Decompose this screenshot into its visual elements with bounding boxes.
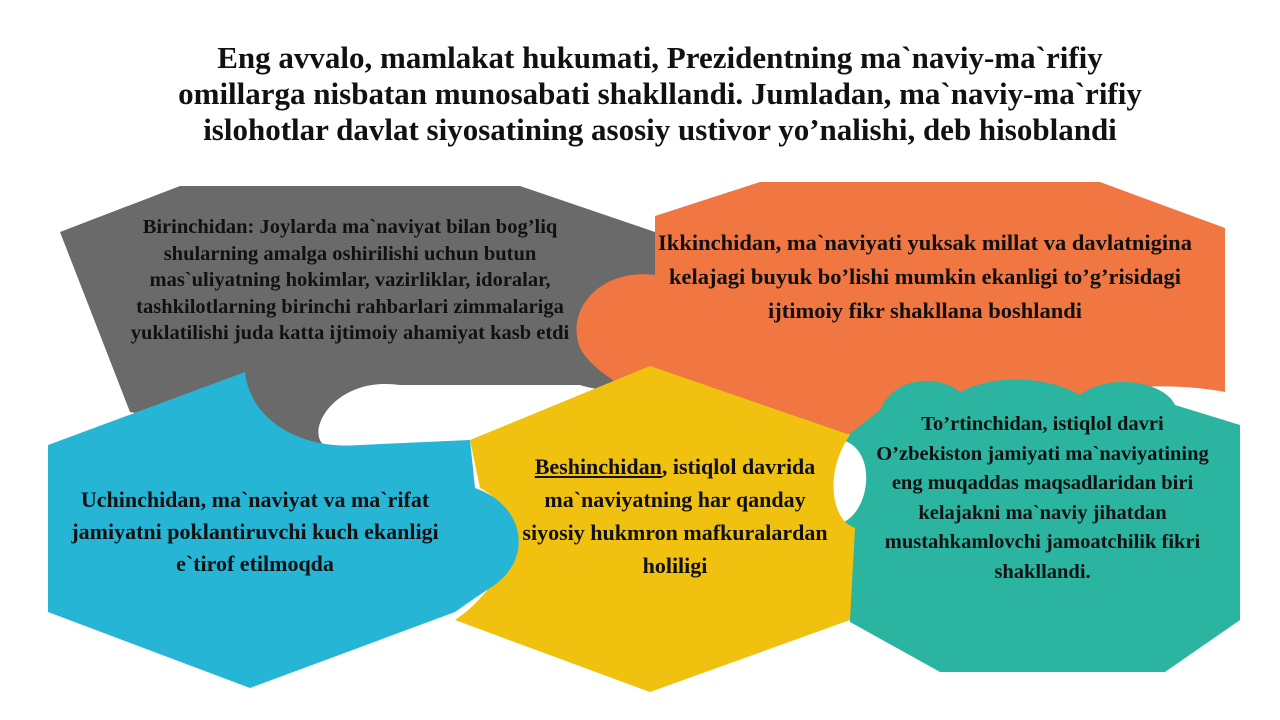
beshinchidan-underlined: Beshinchidan	[534, 454, 662, 479]
piece-text-uchinchidan: Uchinchidan, ma`naviyat va ma`rifat jamiyatni poklantiruvchi kuch ekanligi e`tirof etilmoqda	[71, 487, 439, 576]
piece-text-ikkinchidan: Ikkinchidan, ma`naviyati yuksak millat va davlatnigina kelajagi buyuk bo’lishi mumkin ekanligi to’g’risidagi ijtimoiy fikr shakllana boshlandi	[658, 230, 1192, 323]
piece-text-tortinchidan: To’rtinchidan, istiqlol davri O’zbekiston jamiyati ma`naviyatining eng muqaddas maqsadlaridan biri kelajakni ma`naviy jihatdan mustahkamlovchi jamoatchilik fikri shakllandi.	[876, 413, 1209, 583]
beshinchidan-rest: , istiqlol davrida ma`naviyatning har qanday siyosiy hukmron mafkuralardan holiligi	[522, 454, 828, 578]
piece-text-birinchidan: Birinchidan: Joylarda ma`naviyat bilan bog’liq shularning amalga oshirilishi uchun butun mas`uliyatning hokimlar, vazirliklar, idoralar, tashkilotlarning birinchi rahbarlari zimmalariga yuklatilishi juda katta ijtimoiy ahamiyat kasb etdi	[130, 216, 570, 344]
piece-text-beshinchidan	[520, 450, 830, 582]
slide-title: Eng avvalo, mamlakat hukumati, Prezidentning ma`naviy-ma`rifiy omillarga nisbatan munosabati shakllandi. Jumladan, ma`naviy-ma`rifiy islohotlar davlat siyosatining asosiy ustivor yo’nalishi, deb hisoblandi	[178, 40, 1142, 147]
